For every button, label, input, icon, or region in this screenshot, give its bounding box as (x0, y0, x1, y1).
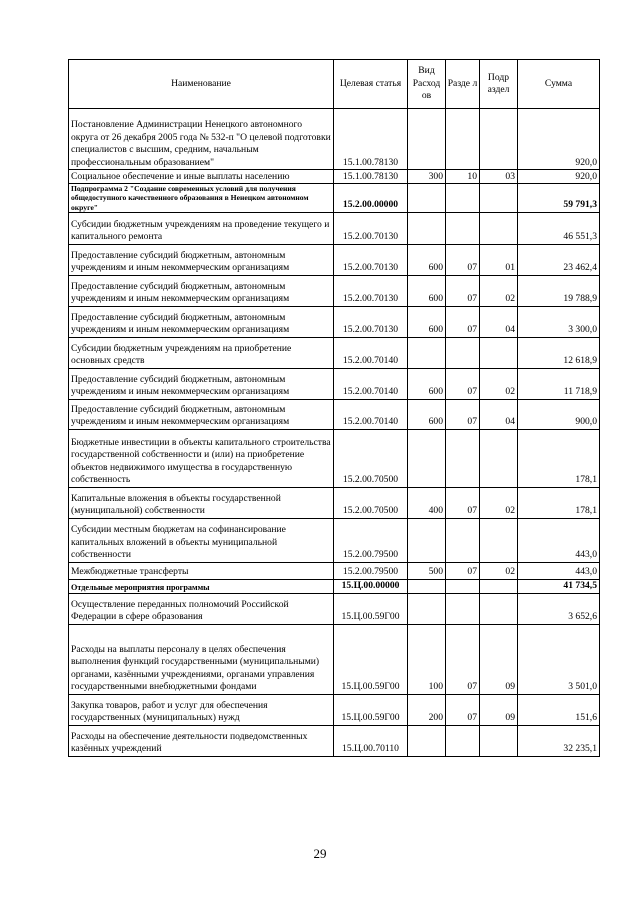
row-amount: 3 300,0 (518, 306, 600, 337)
row-expense-type: 600 (408, 368, 446, 399)
row-name: Отдельные мероприятия программы (69, 579, 334, 593)
header-subsection: Подр аздел (480, 60, 518, 109)
row-subsection (480, 579, 518, 593)
row-amount: 11 718,9 (518, 368, 600, 399)
row-target-article: 15.1.00.78130 (334, 109, 408, 170)
row-section: 07 (446, 275, 480, 306)
table-row (69, 579, 600, 593)
row-target-article: 15.2.00.70140 (334, 337, 408, 368)
row-expense-type (408, 518, 446, 562)
row-subsection: 01 (480, 244, 518, 275)
row-expense-type: 300 (408, 170, 446, 184)
row-expense-type: 200 (408, 694, 446, 725)
row-section: 07 (446, 244, 480, 275)
table-row (69, 306, 600, 337)
table-row (69, 562, 600, 579)
row-section: 07 (446, 487, 480, 518)
row-expense-type (408, 579, 446, 593)
row-target-article: 15.2.00.70500 (334, 487, 408, 518)
row-name: Социальное обеспечение и иные выплаты населению (69, 170, 334, 184)
row-section (446, 579, 480, 593)
row-section (446, 184, 480, 213)
row-section: 07 (446, 694, 480, 725)
row-section (446, 518, 480, 562)
row-name: Субсидии местным бюджетам на софинансирование капитальных вложений в объекты муниципальной собственности (69, 518, 334, 562)
row-subsection: 02 (480, 562, 518, 579)
row-amount: 443,0 (518, 518, 600, 562)
table-row (69, 725, 600, 756)
table-row (69, 337, 600, 368)
row-subsection: 02 (480, 368, 518, 399)
row-name: Постановление Администрации Ненецкого автономного округа от 26 декабря 2005 года № 532-п "О целевой подготовки специалистов с высшим, средним, начальным профессиональным образованием" (69, 109, 334, 170)
row-target-article: 15.2.00.00000 (334, 184, 408, 213)
table-row (69, 624, 600, 694)
row-section: 07 (446, 399, 480, 429)
row-expense-type (408, 212, 446, 244)
row-amount: 12 618,9 (518, 337, 600, 368)
budget-table (68, 59, 600, 757)
row-amount: 920,0 (518, 109, 600, 170)
row-subsection: 09 (480, 624, 518, 694)
row-section: 07 (446, 368, 480, 399)
table-row (69, 368, 600, 399)
row-name: Предоставление субсидий бюджетным, автономным учреждениям и иным некоммерческим организациям (69, 244, 334, 275)
row-amount: 151,6 (518, 694, 600, 725)
row-expense-type: 600 (408, 399, 446, 429)
row-name: Бюджетные инвестиции в объекты капитального строительства государственной собственности и (или) на приобретение объектов недвижимого имущества в государственную собственность (69, 429, 334, 487)
row-name: Предоставление субсидий бюджетным, автономным учреждениям и иным некоммерческим организациям (69, 368, 334, 399)
table-row (69, 109, 600, 170)
row-subsection (480, 109, 518, 170)
table-row (69, 212, 600, 244)
row-subsection (480, 518, 518, 562)
row-target-article: 15.2.00.70140 (334, 399, 408, 429)
table-row (69, 593, 600, 624)
page-number: 29 (313, 846, 327, 861)
header-target-article: Целевая статья (334, 60, 408, 109)
row-section: 07 (446, 624, 480, 694)
row-target-article: 15.2.00.79500 (334, 562, 408, 579)
row-expense-type: 100 (408, 624, 446, 694)
row-amount: 46 551,3 (518, 212, 600, 244)
row-expense-type (408, 109, 446, 170)
row-amount: 900,0 (518, 399, 600, 429)
row-target-article: 15.Ц.00.59Г00 (334, 593, 408, 624)
row-name: Межбюджетные трансферты (69, 562, 334, 579)
row-section (446, 429, 480, 487)
row-subsection: 04 (480, 306, 518, 337)
row-amount: 178,1 (518, 487, 600, 518)
row-amount: 19 788,9 (518, 275, 600, 306)
row-name: Осуществление переданных полномочий Российской Федерации в сфере образования (69, 593, 334, 624)
row-amount: 920,0 (518, 170, 600, 184)
row-subsection (480, 593, 518, 624)
table-row (69, 487, 600, 518)
table-header-row (69, 60, 600, 109)
row-name: Предоставление субсидий бюджетным, автономным учреждениям и иным некоммерческим организациям (69, 275, 334, 306)
row-expense-type: 600 (408, 275, 446, 306)
table-row (69, 399, 600, 429)
row-expense-type: 600 (408, 244, 446, 275)
row-expense-type (408, 593, 446, 624)
header-amount: Сумма (518, 60, 600, 109)
row-name: Предоставление субсидий бюджетным, автономным учреждениям и иным некоммерческим организациям (69, 399, 334, 429)
row-expense-type: 500 (408, 562, 446, 579)
row-subsection (480, 725, 518, 756)
row-subsection: 09 (480, 694, 518, 725)
row-target-article: 15.Ц.00.70110 (334, 725, 408, 756)
row-subsection (480, 337, 518, 368)
row-amount: 32 235,1 (518, 725, 600, 756)
row-expense-type: 600 (408, 306, 446, 337)
row-target-article: 15.2.00.79500 (334, 518, 408, 562)
row-subsection: 03 (480, 170, 518, 184)
row-name: Субсидии бюджетным учреждениям на проведение текущего и капитального ремонта (69, 212, 334, 244)
table-row (69, 275, 600, 306)
row-section: 10 (446, 170, 480, 184)
row-target-article: 15.2.00.70140 (334, 368, 408, 399)
table-body (69, 109, 600, 757)
row-target-article: 15.1.00.78130 (334, 170, 408, 184)
row-target-article: 15.2.00.70130 (334, 275, 408, 306)
row-target-article: 15.Ц.00.59Г00 (334, 694, 408, 725)
table-row (69, 518, 600, 562)
row-target-article: 15.2.00.70130 (334, 306, 408, 337)
row-name: Предоставление субсидий бюджетным, автономным учреждениям и иным некоммерческим организациям (69, 306, 334, 337)
row-section (446, 593, 480, 624)
row-expense-type (408, 184, 446, 213)
row-section: 07 (446, 562, 480, 579)
row-subsection (480, 212, 518, 244)
header-expense-type: Вид Расход ов (408, 60, 446, 109)
row-target-article: 15.2.00.70130 (334, 244, 408, 275)
table-row (69, 429, 600, 487)
row-name: Субсидии бюджетным учреждениям на приобретение основных средств (69, 337, 334, 368)
row-expense-type (408, 429, 446, 487)
row-section (446, 212, 480, 244)
row-name: Расходы на обеспечение деятельности подведомственных казённых учреждений (69, 725, 334, 756)
table-row (69, 184, 600, 213)
table-row (69, 694, 600, 725)
row-name: Подпрограмма 2 "Создание современных условий для получения общедоступного качественного образования в Ненецком автономном округе" (69, 184, 334, 213)
row-expense-type (408, 725, 446, 756)
row-amount: 23 462,4 (518, 244, 600, 275)
row-amount: 41 734,5 (518, 579, 600, 593)
row-target-article: 15.Ц.00.00000 (334, 579, 408, 593)
row-subsection: 02 (480, 275, 518, 306)
row-subsection (480, 184, 518, 213)
row-section (446, 337, 480, 368)
row-expense-type (408, 337, 446, 368)
row-target-article: 15.Ц.00.59Г00 (334, 624, 408, 694)
row-amount: 178,1 (518, 429, 600, 487)
row-name: Закупка товаров, работ и услуг для обеспечения государственных (муниципальных) нужд (69, 694, 334, 725)
row-amount: 59 791,3 (518, 184, 600, 213)
row-amount: 443,0 (518, 562, 600, 579)
row-expense-type: 400 (408, 487, 446, 518)
row-target-article: 15.2.00.70130 (334, 212, 408, 244)
row-name: Расходы на выплаты персоналу в целях обеспечения выполнения функций государственными (муниципальными) органами, казёнными учреждениями, органами управления государственными внебюджетными фондами (69, 624, 334, 694)
row-subsection (480, 429, 518, 487)
row-subsection: 02 (480, 487, 518, 518)
row-amount: 3 652,6 (518, 593, 600, 624)
row-section (446, 725, 480, 756)
table-row (69, 244, 600, 275)
row-subsection: 04 (480, 399, 518, 429)
row-target-article: 15.2.00.70500 (334, 429, 408, 487)
row-name: Капитальные вложения в объекты государственной (муниципальной) собственности (69, 487, 334, 518)
row-section (446, 109, 480, 170)
row-section: 07 (446, 306, 480, 337)
table-row (69, 170, 600, 184)
header-section: Разде л (446, 60, 480, 109)
header-name: Наименование (69, 60, 334, 109)
row-amount: 3 501,0 (518, 624, 600, 694)
